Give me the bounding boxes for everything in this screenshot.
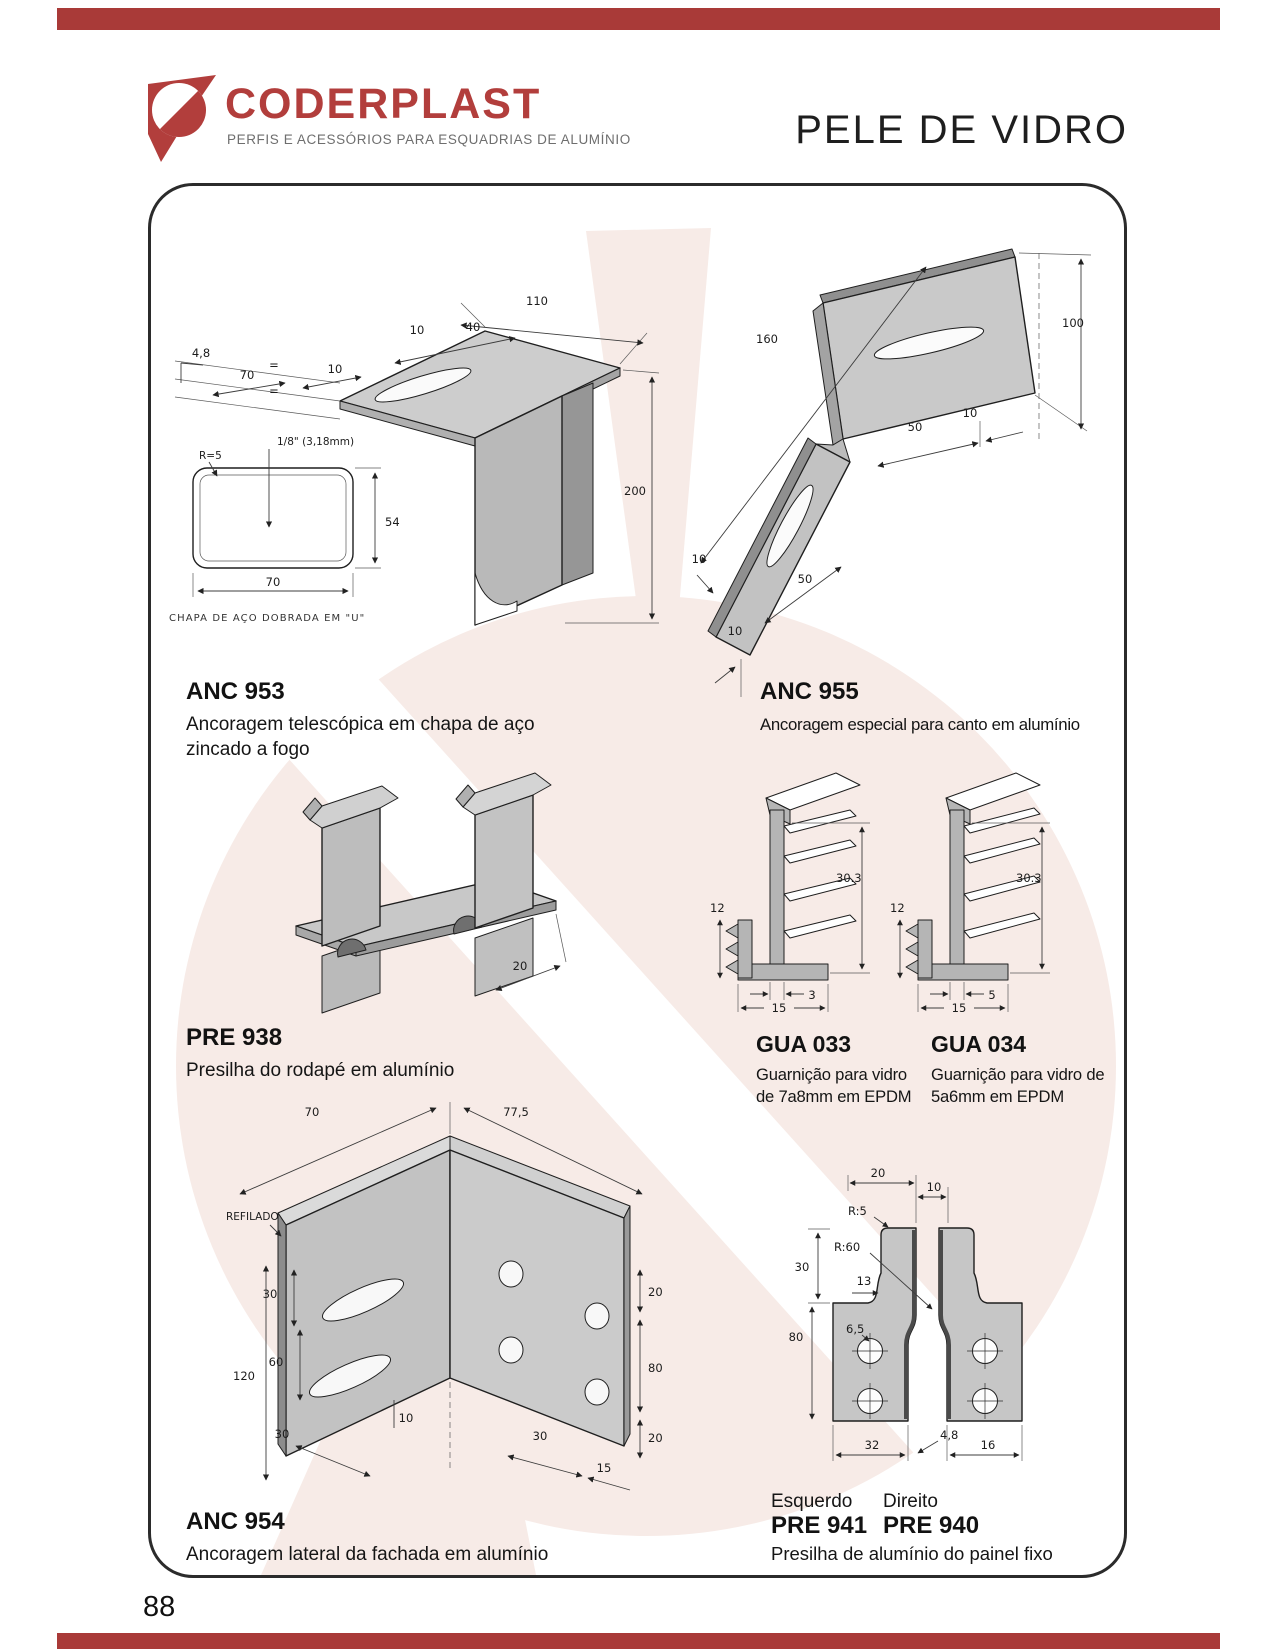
anc953-part	[340, 331, 620, 625]
product-desc-anc953: Ancoragem telescópica em chapa de aço zincado a fogo	[186, 714, 535, 761]
dim-label: R:5	[848, 1204, 867, 1218]
dim-label: 70	[304, 1105, 320, 1119]
dim-label: 15	[951, 1001, 967, 1013]
drawing-note: CHAPA DE AÇO DOBRADA EM "U"	[169, 613, 366, 624]
dim-label: 30	[274, 1427, 290, 1441]
dim-label: 160	[756, 332, 778, 346]
dim-label: 40	[465, 320, 481, 334]
product-desc-gua034: Guarnição para vidro de 5a6mm em EPDM	[931, 1065, 1105, 1106]
drawing-pre941-940	[748, 1123, 1103, 1483]
product-desc-anc955: Ancoragem especial para canto em alumínio	[760, 715, 1080, 734]
pre941-side-label: Esquerdo	[771, 1491, 853, 1512]
brand-name: CODERPLAST	[225, 80, 542, 128]
dim-label: =	[269, 384, 279, 398]
dim-label: REFILADO	[226, 1211, 279, 1223]
dim-label: 1/8" (3,18mm)	[277, 436, 355, 448]
dim-label: 80	[648, 1361, 663, 1375]
bottom-accent-bar	[57, 1633, 1220, 1649]
dim-label: R:60	[834, 1240, 861, 1254]
dim-label: 30	[262, 1287, 278, 1301]
dim-label: 10	[962, 406, 978, 420]
dim-label: =	[269, 358, 279, 372]
dim-label: 70	[239, 368, 255, 382]
drawing-anc954	[178, 1078, 673, 1493]
dim-label: 10	[691, 552, 707, 566]
dim-label: 6,5	[846, 1322, 865, 1336]
dim-label: 70	[265, 575, 281, 589]
dim-label: 32	[864, 1438, 880, 1452]
coderplast-logo-icon	[147, 72, 219, 164]
dim-label: 10	[727, 624, 743, 638]
product-code-pre938: PRE 938	[186, 1024, 283, 1051]
product-desc-pre938: Presilha do rodapé em alumínio	[186, 1060, 455, 1081]
dim-label: 54	[385, 515, 400, 529]
anc955-part	[708, 249, 1035, 655]
anc954-part	[278, 1136, 630, 1456]
dim-label: R=5	[199, 450, 222, 462]
dim-label: 20	[870, 1166, 886, 1180]
dim-label: 60	[268, 1355, 284, 1369]
dim-label: 30	[532, 1429, 548, 1443]
pre940-right-piece	[939, 1228, 1022, 1421]
product-code-anc955: ANC 955	[760, 678, 859, 705]
pre938-part	[296, 773, 556, 1013]
dim-label: 12	[710, 901, 725, 915]
dim-label: 110	[526, 294, 548, 308]
dim-label: 20	[648, 1431, 663, 1445]
product-code-anc953: ANC 953	[186, 678, 285, 705]
dim-label: 77,5	[503, 1105, 529, 1119]
top-accent-bar	[57, 8, 1220, 30]
dim-label: 4,8	[191, 346, 211, 360]
dim-label: 30	[794, 1260, 810, 1274]
drawing-pre938	[258, 758, 593, 1018]
dim-label: 20	[512, 959, 528, 973]
page-number: 88	[143, 1591, 176, 1623]
product-code-gua033: GUA 033	[756, 1031, 852, 1057]
dim-label: 20	[648, 1285, 663, 1299]
product-desc-gua033: Guarnição para vidro de 7a8mm em EPDM	[756, 1065, 912, 1106]
product-code-gua034: GUA 034	[931, 1031, 1027, 1057]
dim-label: 200	[624, 484, 646, 498]
dim-label: 3	[808, 988, 816, 1002]
dim-label: 120	[233, 1369, 255, 1383]
dim-label: 10	[409, 323, 425, 337]
dim-label: 80	[788, 1330, 804, 1344]
dim-label: 15	[596, 1461, 612, 1475]
dim-label: 50	[797, 572, 813, 586]
dim-label: 30.3	[1016, 871, 1042, 885]
catalog-content-box	[148, 183, 1127, 1578]
product-code-anc954: ANC 954	[186, 1508, 285, 1535]
product-desc-anc954: Ancoragem lateral da fachada em alumínio	[186, 1544, 549, 1565]
dim-label: 100	[1062, 316, 1084, 330]
dim-label: 50	[907, 420, 923, 434]
pre940-side-label: Direito	[883, 1491, 938, 1512]
drawing-anc955	[683, 231, 1098, 701]
drawing-gua034	[883, 768, 1068, 1013]
dim-label: 4,8	[940, 1428, 959, 1442]
dim-label: 10	[398, 1411, 414, 1425]
product-desc-pre941-940: Presilha de alumínio do painel fixo	[771, 1543, 1053, 1564]
dim-label: 10	[926, 1180, 942, 1194]
dim-label: 12	[890, 901, 905, 915]
brand-tagline: PERFIS E ACESSÓRIOS PARA ESQUADRIAS DE ALUMÍNIO	[227, 132, 631, 147]
dim-label: 15	[771, 1001, 787, 1013]
page-title: PELE DE VIDRO	[795, 108, 1128, 152]
dim-label: 5	[988, 988, 996, 1002]
dim-label: 30.3	[836, 871, 862, 885]
dim-label: 10	[327, 362, 343, 376]
product-code-pre940: PRE 940	[883, 1512, 980, 1539]
product-code-pre941: PRE 941	[771, 1512, 868, 1539]
drawing-gua033	[708, 768, 883, 1013]
dim-label: 16	[980, 1438, 996, 1452]
dim-label: 13	[856, 1274, 872, 1288]
drawing-anc953	[165, 233, 665, 653]
